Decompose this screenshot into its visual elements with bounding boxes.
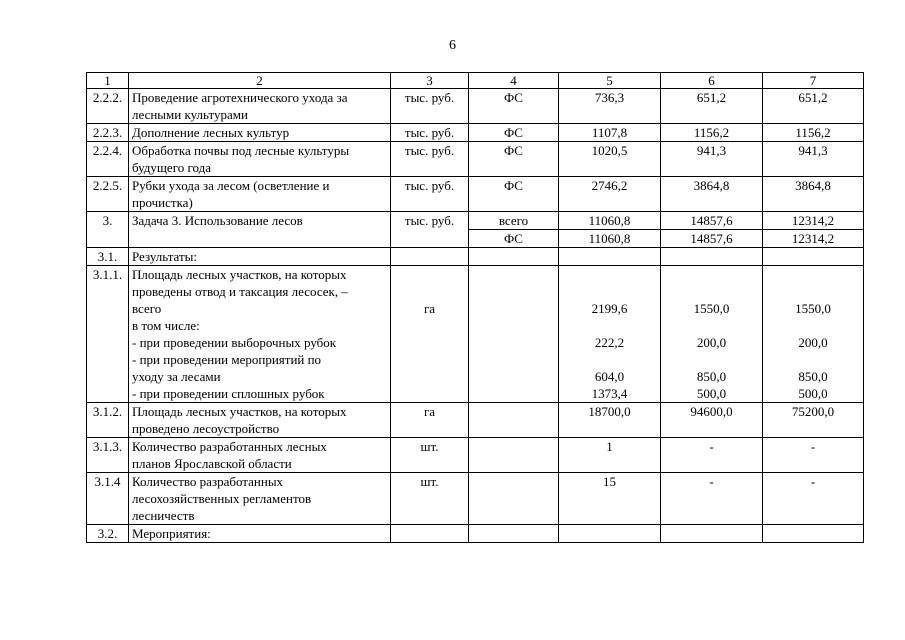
table-row [87, 525, 864, 543]
row-value-6: 651,2 [661, 89, 763, 124]
row-name: Площадь лесных участков, на которых проведены отвод и таксация лесосек, – всего в том числе: - при проведении выборочных рубок - при проведении мероприятий по уходу за лесами - при проведении сплошных рубок [129, 266, 391, 403]
row-unit: тыс. руб. [391, 212, 469, 248]
table-row [87, 177, 864, 212]
row-source: ФС [469, 230, 559, 248]
header-cell: 6 [661, 73, 763, 89]
row-number: 3.1.1. [87, 266, 129, 403]
row-number: 3.1.3. [87, 438, 129, 473]
row-name: Количество разработанных лесохозяйственных регламентов лесничеств [129, 473, 391, 525]
row-number: 3.1.4 [87, 473, 129, 525]
row-value-6 [661, 525, 763, 543]
row-value-5: 15 [559, 473, 661, 525]
plan-table [86, 72, 864, 543]
row-source [469, 473, 559, 525]
row-name: Рубки ухода за лесом (осветление и прочистка) [129, 177, 391, 212]
row-value-6: - [661, 438, 763, 473]
header-cell: 5 [559, 73, 661, 89]
row-unit: тыс. руб. [391, 89, 469, 124]
row-source [469, 248, 559, 266]
row-value-5: 11060,8 [559, 212, 661, 230]
header-cell: 2 [129, 73, 391, 89]
row-value-6: 941,3 [661, 142, 763, 177]
row-value-6: 14857,6 [661, 230, 763, 248]
table-row [87, 89, 864, 124]
row-value-7: 12314,2 [763, 230, 864, 248]
row-number: 2.2.3. [87, 124, 129, 142]
row-value-5: 1 [559, 438, 661, 473]
row-value-5: 1020,5 [559, 142, 661, 177]
row-value-5: 18700,0 [559, 403, 661, 438]
row-name: Площадь лесных участков, на которых проведено лесоустройство [129, 403, 391, 438]
row-number: 3.1. [87, 248, 129, 266]
row-value-5 [559, 525, 661, 543]
table-row [87, 403, 864, 438]
row-value-5: 2199,6 222,2 604,0 1373,4 [559, 266, 661, 403]
header-cell: 3 [391, 73, 469, 89]
row-source [469, 438, 559, 473]
row-source: ФС [469, 124, 559, 142]
header-cell: 1 [87, 73, 129, 89]
row-name: Дополнение лесных культур [129, 124, 391, 142]
page-number: 6 [449, 38, 456, 53]
row-value-7: 1156,2 [763, 124, 864, 142]
row-source: ФС [469, 89, 559, 124]
row-unit: тыс. руб. [391, 177, 469, 212]
table-row [87, 266, 864, 403]
row-value-7 [763, 248, 864, 266]
row-source [469, 525, 559, 543]
row-source: ФС [469, 177, 559, 212]
row-number: 2.2.2. [87, 89, 129, 124]
row-name: Обработка почвы под лесные культуры будущего года [129, 142, 391, 177]
row-value-6: 3864,8 [661, 177, 763, 212]
row-value-7: 651,2 [763, 89, 864, 124]
table-row [87, 248, 864, 266]
row-unit: тыс. руб. [391, 142, 469, 177]
row-value-5: 2746,2 [559, 177, 661, 212]
table-row [87, 438, 864, 473]
row-value-6: - [661, 473, 763, 525]
row-source: всего [469, 212, 559, 230]
table-row [87, 212, 864, 230]
header-cell: 4 [469, 73, 559, 89]
row-value-6: 1550,0 200,0 850,0 500,0 [661, 266, 763, 403]
row-unit: шт. [391, 438, 469, 473]
row-number: 3.1.2. [87, 403, 129, 438]
row-source [469, 266, 559, 403]
row-name: Задача 3. Использование лесов [129, 212, 391, 248]
row-value-6 [661, 248, 763, 266]
row-source: ФС [469, 142, 559, 177]
row-number: 3.2. [87, 525, 129, 543]
row-number: 2.2.5. [87, 177, 129, 212]
row-value-7: - [763, 473, 864, 525]
row-value-5: 736,3 [559, 89, 661, 124]
header-row [87, 73, 864, 89]
row-value-5: 1107,8 [559, 124, 661, 142]
row-value-6: 94600,0 [661, 403, 763, 438]
row-name: Мероприятия: [129, 525, 391, 543]
row-value-7: - [763, 438, 864, 473]
row-number: 3. [87, 212, 129, 248]
row-source [469, 403, 559, 438]
row-value-5 [559, 248, 661, 266]
table-row [87, 124, 864, 142]
row-unit: га [391, 403, 469, 438]
row-name: Результаты: [129, 248, 391, 266]
row-value-7: 75200,0 [763, 403, 864, 438]
row-unit [391, 248, 469, 266]
row-value-7 [763, 525, 864, 543]
row-value-5: 11060,8 [559, 230, 661, 248]
row-value-6: 1156,2 [661, 124, 763, 142]
row-unit: шт. [391, 473, 469, 525]
row-value-6: 14857,6 [661, 212, 763, 230]
row-name: Количество разработанных лесных планов Ярославской области [129, 438, 391, 473]
row-unit [391, 525, 469, 543]
table-row [87, 473, 864, 525]
row-value-7: 3864,8 [763, 177, 864, 212]
row-number: 2.2.4. [87, 142, 129, 177]
row-value-7: 941,3 [763, 142, 864, 177]
row-unit: тыс. руб. [391, 124, 469, 142]
row-value-7: 1550,0 200,0 850,0 500,0 [763, 266, 864, 403]
row-value-7: 12314,2 [763, 212, 864, 230]
header-cell: 7 [763, 73, 864, 89]
row-unit: га [391, 266, 469, 403]
table-row [87, 142, 864, 177]
row-name: Проведение агротехнического ухода за лесными культурами [129, 89, 391, 124]
